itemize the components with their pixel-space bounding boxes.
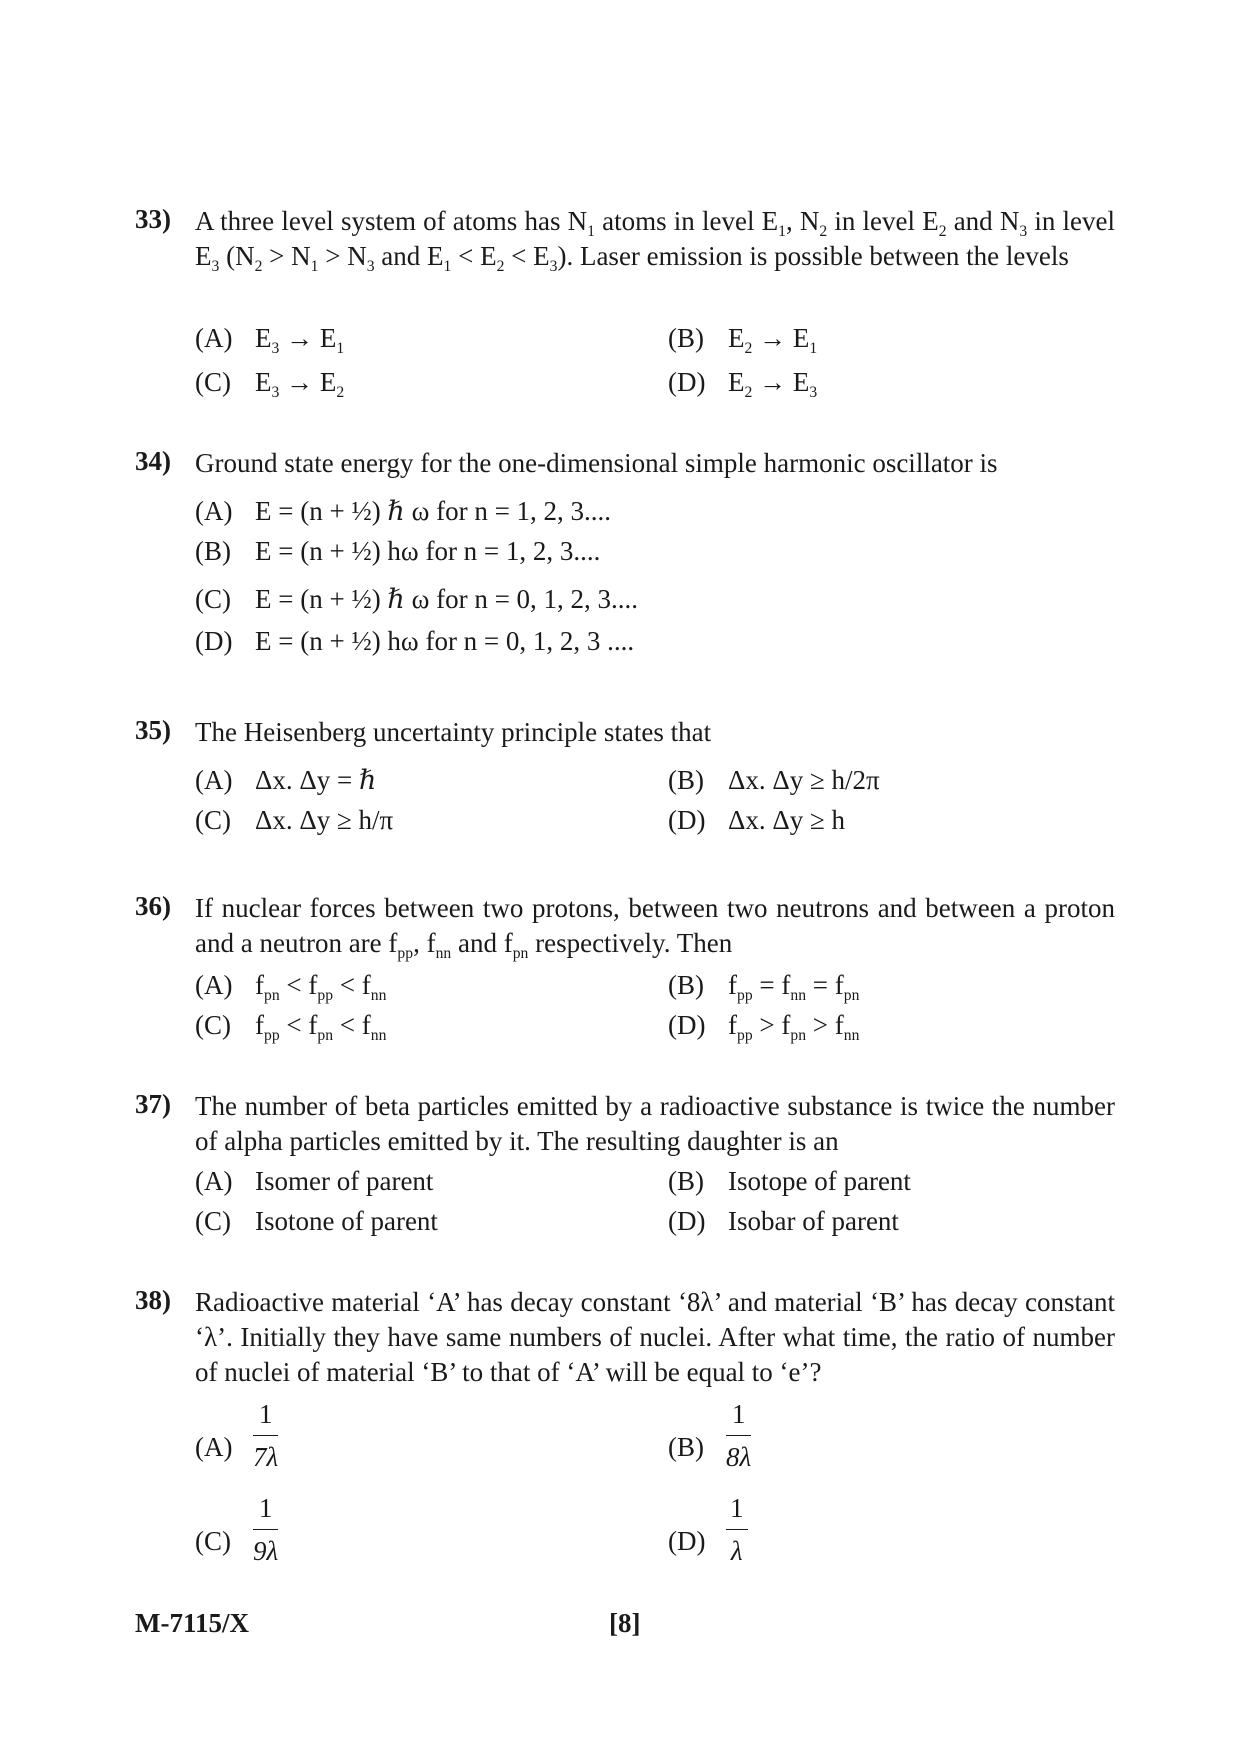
question-number: 34) [135, 446, 171, 476]
option-c: (C) $E_3 \to E_2$ [195, 367, 345, 401]
option-c: (C) $f_{pp} < f_{pn} < f_{nn}$ [195, 1010, 387, 1044]
option-b: (B) Δx. Δy ≥ h/2π [668, 765, 880, 795]
option-a: (A) $f_{pn} < f_{pp} < f_{nn}$ [195, 970, 387, 1004]
option-d: (D) $E_2 \to E_3$ [668, 367, 818, 401]
question-number: 35) [135, 715, 171, 745]
option-a: (A) Δx. Δy = ℏ [195, 765, 377, 795]
paper-code: M-7115/X [135, 1608, 249, 1638]
question-number: 36) [135, 891, 171, 921]
fraction: $\frac{1}{8\lambda}$ [726, 1395, 751, 1476]
option-b: (B) $f_{pp} = f_{nn} = f_{pn}$ [668, 970, 860, 1004]
option-c: (C) Δx. Δy ≥ h/π [195, 805, 394, 835]
option-b: (B) $E_2 \to E_1$ [668, 323, 818, 357]
question-number: 38) [135, 1285, 171, 1315]
option-a: (A) Isomer of parent [195, 1166, 434, 1196]
question-text: If nuclear forces between two protons, between two neutrons and between a proton and a neutron are $f_{pp}$, $f_{nn}$ and $f_{pn}$ respectively. Then [195, 893, 1115, 962]
question-text: A three level system of atoms has $N_1$ atoms in level $E_1$, $N_2$ in level $E_2$ and $N_3$ in level $E_3$ ($N_2 > N_1 > N_3$ and $E_1 < E_2 < E_3$). Laser emission is possible between the levels [195, 206, 1115, 275]
question-text: The Heisenberg uncertainty principle states that [195, 717, 712, 747]
option-d: (D) Δx. Δy ≥ h [668, 805, 846, 835]
option-b: (B) Isotope of parent [668, 1166, 911, 1196]
fraction: $\frac{1}{7\lambda}$ [253, 1395, 278, 1476]
question-text: Ground state energy for the one-dimensional simple harmonic oscillator is [195, 448, 998, 478]
option-b: (B) E = (n + ½) hω for n = 1, 2, 3.... [195, 536, 601, 566]
question-text: Radioactive material ‘A’ has decay constant ‘8λ’ and material ‘B’ has decay constant ‘λ’. Initially they have same numbers of nuclei. After what time, the ratio of number of nuclei of material ‘B’ to that of ‘A’ will be equal to ‘e’? [195, 1287, 1115, 1387]
option-d: (D) Isobar of parent [668, 1206, 899, 1236]
question-number: 37) [135, 1089, 171, 1119]
option-a: (A) $E_3 \to E_1$ [195, 323, 345, 357]
question-text: The number of beta particles emitted by a radioactive substance is twice the number of alpha particles emitted by it. The resulting daughter is an [195, 1091, 1115, 1156]
option-d: (D) E = (n + ½) hω for n = 0, 1, 2, 3 .... [195, 626, 635, 656]
question-number: 33) [135, 204, 171, 234]
page-number: [8] [609, 1608, 641, 1638]
fraction: $\frac{1}{9\lambda}$ [253, 1489, 278, 1570]
fraction: $\frac{1}{\lambda}$ [726, 1489, 748, 1570]
option-c: (C) Isotone of parent [195, 1206, 438, 1236]
option-c: (C) E = (n + ½) ℏ ω for n = 0, 1, 2, 3.... [195, 584, 639, 614]
option-a: (A) E = (n + ½) ℏ ω for n = 1, 2, 3.... [195, 496, 612, 526]
option-d: (D) $f_{pp} > f_{pn} > f_{nn}$ [668, 1010, 860, 1044]
